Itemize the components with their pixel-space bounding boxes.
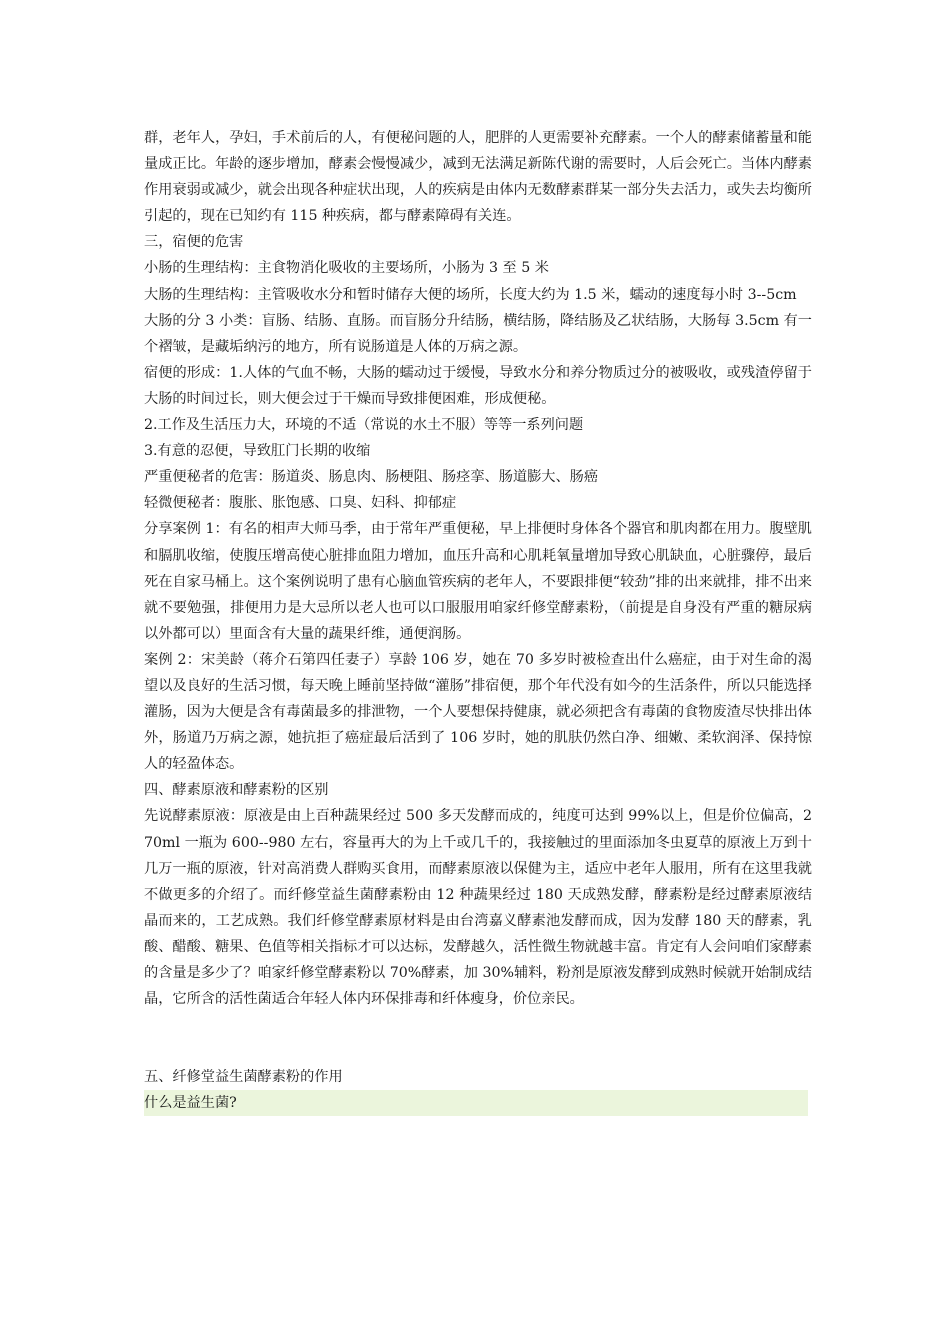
paragraph-severe-constipation: 严重便秘者的危害：肠道炎、肠息肉、肠梗阻、肠痉挛、肠道膨大、肠癌 <box>144 469 599 486</box>
heading-section-4: 四、酵素原液和酵素粉的区别 <box>144 782 329 799</box>
paragraph-case-1: 分享案例 1：有名的相声大师马季，由于常年严重便秘，早上排便时身体各个器官和肌肉都在用力。腹壁肌和膈肌收缩，使腹压增高使心脏排血阻力增加，血压升高和心肌耗氧量增加导致心肌缺血，心脏骤停，最后死在自家马桶上。这个案例说明了患有心脑血管疾病的老年人，不要跟排便“较劲”排的出来就排，排不出来就不要勉强，排便用力是大忌所以老人也可以口服服用咱家纤修堂酵素粉，（前提是自身没有严重的糖尿病以外都可以）里面含有大量的蔬果纤维，通便润肠。 <box>144 521 812 642</box>
paragraph-small-intestine: 小肠的生理结构：主食物消化吸收的主要场所，小肠为 3 至 5 米 <box>144 260 549 277</box>
paragraph-cause-2: 2.工作及生活压力大，环境的不适（常说的水土不服）等等一系列问题 <box>144 417 584 434</box>
paragraph-case-2: 案例 2：宋美龄（蒋介石第四任妻子）享龄 106 岁，她在 70 多岁时被检查出什么癌症，由于对生命的渴望以及良好的生活习惯，每天晚上睡前坚持做“灌肠”排宿便，那个年代没有如今的生活条件，所以只能选择灌肠，因为大便是含有毒菌最多的排泄物，一个人要想保持健康，就必须把含有毒菌的食物废渣尽快排出体外，肠道乃万病之源，她抗拒了癌症最后活到了 106 岁时，她的肌肤仍然白净、细嫩、柔软润泽、保持惊人的轻盈体态。 <box>144 651 812 773</box>
paragraph-large-intestine-types: 大肠的分 3 小类：盲肠、结肠、直肠。而盲肠分升结肠，横结肠，降结肠及乙状结肠，大肠每 3.5cm 有一个褶皱，是藏垢纳污的地方，所有说肠道是人体的万病之源。 <box>144 312 812 355</box>
blank-space <box>144 1012 812 1064</box>
paragraph-enzyme-intro: 群，老年人，孕妇，手术前后的人，有便秘问题的人，肥胖的人更需要补充酵素。一个人的酵素储蓄量和能量成正比。年龄的逐步增加，酵素会慢慢减少，减到无法满足新陈代谢的需要时，人后会死亡。当体内酵素作用衰弱或减少，就会出现各种症状出现，人的疾病是由体内无数酵素群某一部分失去活力，或失去均衡所引起的，现在已知约有 115 种疾病，都与酵素障碍有关连。 <box>144 130 812 225</box>
paragraph-mild-constipation: 轻微便秘者：腹胀、胀饱感、口臭、妇科、抑郁症 <box>144 495 457 512</box>
heading-section-5: 五、纤修堂益生菌酵素粉的作用 <box>144 1069 343 1086</box>
document-page <box>144 125 812 1116</box>
paragraph-cause-3: 3.有意的忍便，导致肛门长期的收缩 <box>144 443 371 460</box>
heading-section-3: 三，宿便的危害 <box>144 234 244 251</box>
highlighted-question: 什么是益生菌? <box>144 1090 808 1116</box>
paragraph-enzyme-liquid: 先说酵素原液：原液是由上百种蔬果经过 500 多天发酵而成的，纯度可达到 99%以上，但是价位偏高，270ml 一瓶为 600--980 左右，容量再大的为上千或几千的，我接触过的里面添加冬虫夏草的原液上万到十几万一瓶的原液，针对高消费人群购买食用，而酵素原液以保健为主，适应中老年人服用，所有在这里我就不做更多的介绍了。而纤修堂益生菌酵素粉由 12 种蔬果经过 180 天成熟发酵，酵素粉是经过酵素原液结晶而来的，工艺成熟。我们纤修堂酵素原材料是由台湾嘉义酵素池发酵而成，因为发酵 180 天的酵素，乳酸、醋酸、糖果、色值等相关指标才可以达标，发酵越久，活性微生物就越丰富。肯定有人会问咱们家酵素的含量是多少了？咱家纤修堂酵素粉以 70%酵素，加 30%辅料，粉剂是原液发酵到成熟时候就开始制成结晶，它所含的活性菌适合年轻人体内环保排毒和纤体瘦身，价位亲民。 <box>144 808 812 1008</box>
paragraph-stool-formation: 宿便的形成：1.人体的气血不畅，大肠的蠕动过于缓慢，导致水分和养分物质过分的被吸收，或残渣停留于大肠的时间过长，则大便会过于干燥而导致排便困难，形成便秘。 <box>144 364 812 407</box>
paragraph-large-intestine: 大肠的生理结构：主管吸收水分和暂时储存大便的场所，长度大约为 1.5 米，蠕动的速度每小时 3--5cm <box>144 286 797 303</box>
